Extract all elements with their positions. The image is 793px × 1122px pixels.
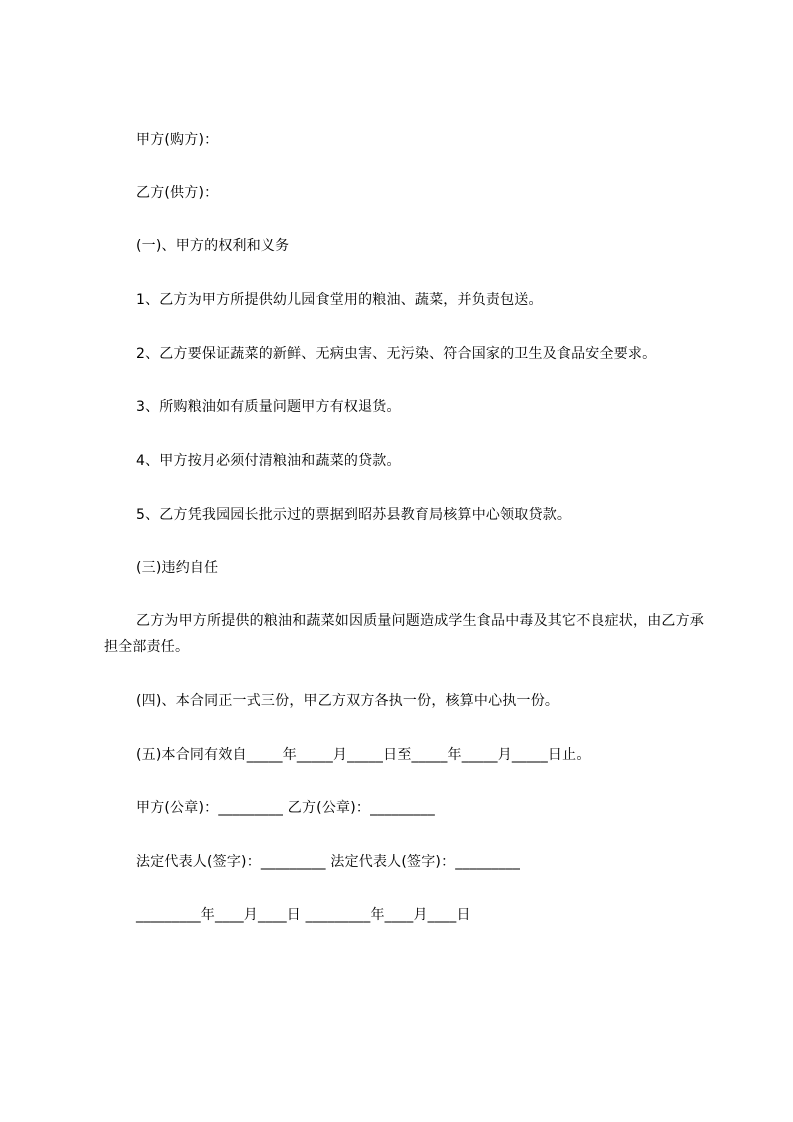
clause-item-2: 2、乙方要保证蔬菜的新鲜、无病虫害、无污染、符合国家的卫生及食品安全要求。 bbox=[136, 346, 657, 362]
representative-signature-line: 法定代表人(签字)：_________ 法定代表人(签字)：_________ bbox=[136, 854, 521, 870]
clause-item-5: 5、乙方凭我园园长批示过的票据到昭苏县教育局核算中心领取贷款。 bbox=[136, 507, 572, 523]
clause-item-3: 3、所购粮油如有质量问题甲方有权退货。 bbox=[136, 399, 401, 415]
section-4-text: (四)、本合同正一式三份，甲乙方双方各执一份，核算中心执一份。 bbox=[136, 693, 560, 709]
section-1-heading: (一)、甲方的权利和义务 bbox=[136, 238, 290, 254]
clause-item-1: 1、乙方为甲方所提供幼儿园食堂用的粮油、蔬菜，并负责包送。 bbox=[136, 292, 543, 308]
party-a-label: 甲方(购方)： bbox=[136, 132, 219, 148]
signature-date-line: _________年____月____日 _________年____月____日 bbox=[136, 907, 471, 923]
section-3-heading: (三)违约自任 bbox=[136, 560, 219, 576]
section-3-paragraph: 乙方为甲方所提供的粮油和蔬菜如因质量问题造成学生食品中毒及其它不良症状，由乙方承担全部责任。 bbox=[104, 613, 704, 655]
section-5-validity: (五)本合同有效自_____年_____月_____日至_____年_____月_____日止。 bbox=[136, 747, 591, 763]
party-b-label: 乙方(供方)： bbox=[136, 185, 219, 201]
clause-item-4: 4、甲方按月必须付清粮油和蔬菜的贷款。 bbox=[136, 453, 401, 469]
seal-signature-line: 甲方(公章)：_________ 乙方(公章)：_________ bbox=[136, 800, 435, 816]
